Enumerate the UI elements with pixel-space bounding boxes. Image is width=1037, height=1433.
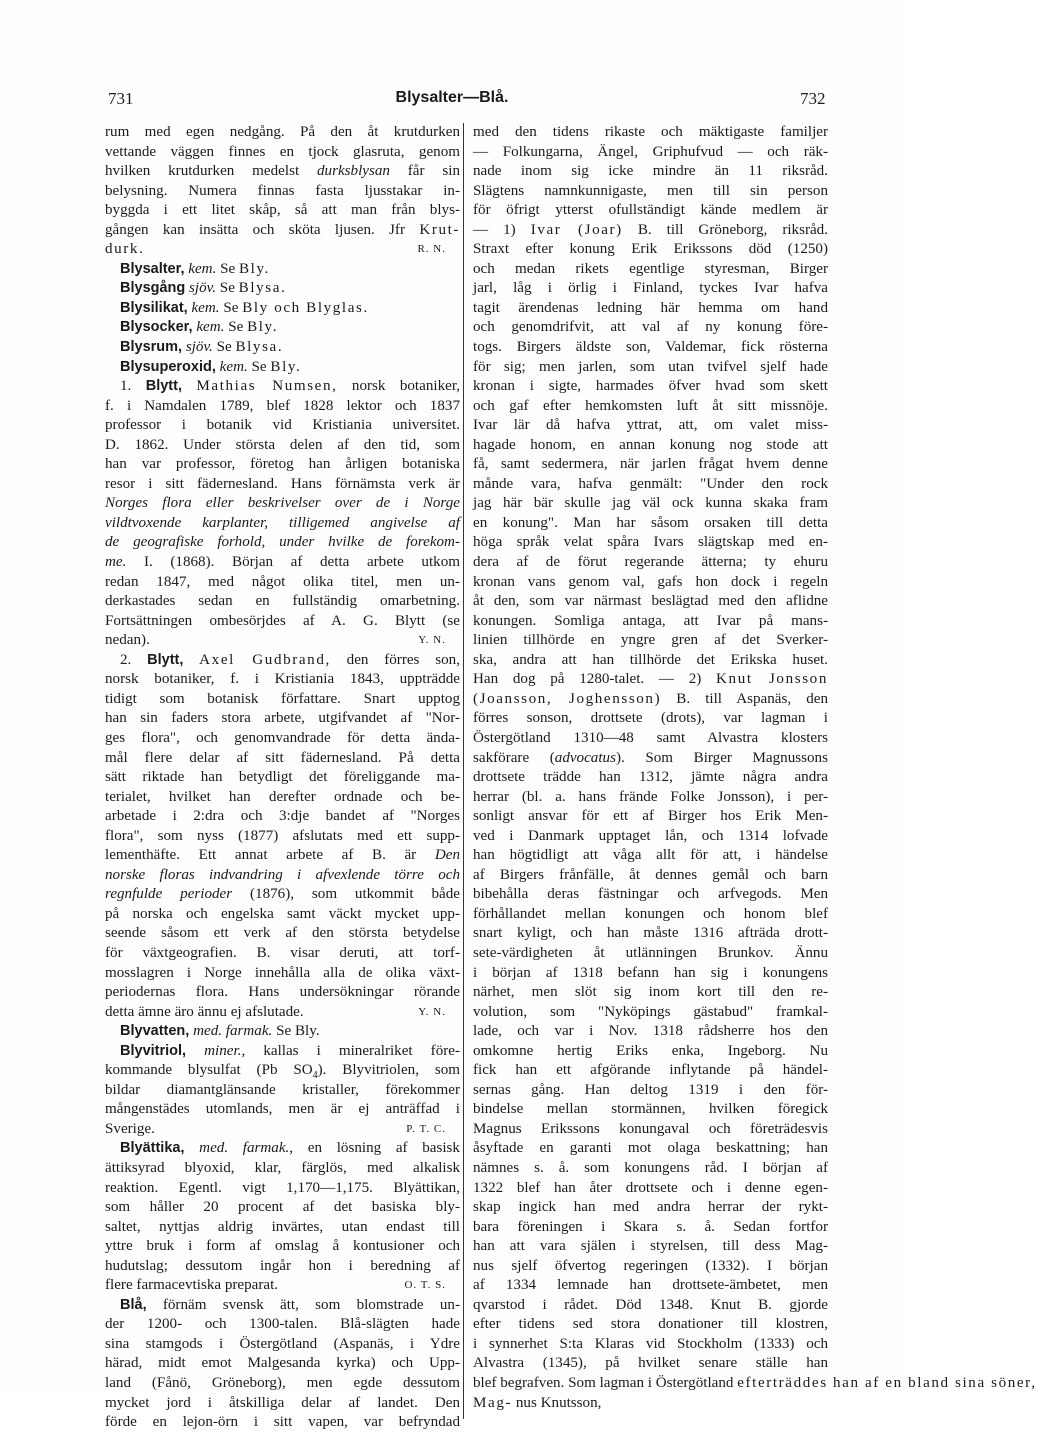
text-line: nus sjelf öfvertog regeringen (1332). I början: [473, 1257, 828, 1274]
entry-headword: Blysalter,: [120, 260, 185, 277]
text-line: sonligt ansvar för ett af Birger hos Erik Men-: [473, 808, 828, 825]
text-line: i början af 1318 befann han sig i konungens: [473, 964, 828, 981]
book-title-line: Norges flora eller beskrivelser over de i Norge: [105, 495, 460, 512]
text-line: flora", som nyss (1877) afslutats med ett supp-: [105, 827, 460, 844]
text-line: professor i botanik vid Kristiania universitet.: [105, 417, 460, 434]
text-line: bibehålla deras fästningar och arfvegods. Men: [473, 886, 828, 903]
text-line: Straxt efter konung Erik Erikssons död (1250): [473, 241, 828, 258]
xref-entry: Blysrum, sjöv. Se Blysa.: [120, 339, 284, 356]
text-line: drottsete trädde han 1312, jämte några andra: [473, 769, 828, 786]
text-line: Fortsättningen ombesörjdes af A. G. Blytt (se: [105, 612, 460, 629]
text-line: reaktion. Egentl. vigt 1,170—1,175. Blyättikan,: [105, 1179, 460, 1196]
text-line: och genomdrifvit, att val af ny konung före-: [473, 319, 828, 336]
text-line: ättiksyrad blyoxid, klar, färglös, med alkalisk: [105, 1159, 460, 1176]
cross-reference: Bly och Blyglas.: [242, 299, 369, 316]
italic-term: durksblysan: [316, 163, 390, 180]
entry-headword: Blytt,: [145, 378, 182, 395]
text-line: han högtidligt att våga allt för att, i händelse: [473, 847, 828, 864]
cross-reference: durk.: [105, 241, 145, 258]
text-line: der 1200- och 1300-talen. Blå-slägten hade: [105, 1316, 460, 1333]
text-line: mycket jord i åtskilliga delar af landet. Den: [105, 1394, 460, 1411]
text-line: Han dog på 1280-talet. — 2) Knut Jonsson: [473, 671, 828, 688]
text-line: få, samt sedermera, när jarlen frågat hvem denne: [473, 456, 828, 473]
text-line: periodernas flora. Hans undersökningar rörande: [105, 984, 460, 1001]
text-line: kommande blysulfat (Pb $SO_4$). Blyvitriolen, som: [105, 1062, 460, 1082]
text-line: tagit ärendenas ledning här hemma om hand: [473, 299, 828, 316]
text-line: seende såsom ett verk af den största betydelse: [105, 925, 460, 942]
text-line: blef begrafven. Som lagman i Östergötland efterträddes han af en bland sina söner,: [473, 1375, 1037, 1391]
text-line: — Folkungarna, Ängel, Griphufvud — och räk-: [473, 143, 828, 160]
text-line: (Joansson, Joghensson) B. till Aspanäs, den: [473, 690, 828, 707]
text-line: af 1334 lemnade han drottsete-ämbetet, men: [473, 1277, 828, 1294]
xref-entry: Blysilikat, kem. Se Bly och Blyglas.: [120, 299, 369, 316]
text-line: D. 1862. Under största delen af den tid, som: [105, 436, 460, 453]
text-line: konungen. Somliga antaga, att Ivar på mans-: [473, 612, 828, 629]
cross-reference: Bly.: [270, 358, 302, 375]
text-line: härad, midt emot Malgesanda kyrka) och Upp-: [105, 1355, 460, 1372]
text-line: efter tidens sed stora donationer till klostren,: [473, 1316, 828, 1333]
text-line: ska, andra att han tillhörde det Erikska huset.: [473, 651, 828, 668]
subject-label: kem.: [188, 260, 217, 277]
entry-bla: [105, 1296, 460, 1433]
author-signature: Y. N.: [418, 1005, 446, 1018]
text-line: Slägtens namnkunnigaste, men till sin person: [473, 182, 828, 199]
entry-headword: Blysgång: [120, 280, 186, 297]
text-line: Blyvitriol, miner., kallas i mineralriket före-: [120, 1042, 461, 1059]
text-line: förres sonson, drottsete (drots), var lagman i: [473, 710, 828, 727]
text-line: på norska och engelska samt väckt mycket upp-: [105, 905, 460, 922]
left-column: [105, 123, 460, 1433]
text-line: mosslagren i Norge innehålla alla de olika växt-: [105, 964, 460, 981]
cross-reference: Bly.: [239, 260, 271, 277]
text-line: Sverige. P. T. C.: [105, 1120, 460, 1140]
person-name: Axel Gudbrand,: [199, 651, 331, 668]
text-line: Blyättika, med. farmak., en lösning af basisk: [120, 1140, 460, 1157]
text-line: för sig; men jarlen, som utan tvifvel sjelf hade: [473, 358, 828, 375]
entry-headword: Blysuperoxid,: [120, 358, 216, 375]
text-line: förde en lejon-örn i sitt vapen, var befryndad: [105, 1414, 460, 1431]
entry-blytt-mathias: [105, 377, 460, 651]
text-line: — 1) Ivar (Joar) B. till Gröneborg, riksråd.: [473, 221, 829, 238]
person-name: Knut Jonsson: [716, 671, 828, 688]
text-line: linien tillhörde en yngre gren af det Sverker-: [473, 632, 828, 649]
book-title-line: norske floras indvandring i afvexlende törre och: [105, 866, 460, 883]
text-line: af Birgers frånfälle, åt dennes gemål och barn: [473, 866, 828, 883]
text-line: detta ämne äro ännu ej afslutade. Y. N.: [105, 1003, 460, 1023]
text-line: höga språk velat spåra Ivars slägtskap med en-: [473, 534, 828, 551]
text-line: omkomne hertig Eriks enka, Ingeborg. Nu: [473, 1042, 828, 1059]
text-line: kronan i sigte, harmades öfver hvad som skett: [473, 378, 828, 395]
italic-term: advocatus: [554, 749, 616, 766]
text-line: månde vara, hafva genmält: "Under den rock: [473, 475, 828, 492]
xref-entry: Blysocker, kem. Se Bly.: [120, 319, 279, 336]
right-column: [473, 123, 1037, 1413]
text-line: arbetade i 2:dra och 3:dje bandet af "Norges: [105, 808, 460, 825]
author-signature: R. N.: [417, 243, 446, 256]
running-head: Blysalter—Blå.: [395, 89, 509, 106]
text-line: byggda i ett litet skåp, så att man från blys-: [105, 202, 460, 219]
text-line: som håller 20 procent af det basiska bly-: [105, 1199, 460, 1216]
text-line: qvarstod i rådet. Död 1348. Knut B. gjorde: [473, 1296, 828, 1313]
entry-headword: Blysilikat,: [120, 299, 188, 316]
text-line: för öfrigt ytterst ofullständigt kände medlem är: [473, 202, 828, 219]
page-number-right: 732: [800, 89, 826, 108]
text-line: 1322 blef han åter drottsete och i denne egen-: [473, 1179, 828, 1196]
text-line: skap ingick han med andra herrar der rykt-: [473, 1199, 828, 1216]
person-name: Mag-: [473, 1394, 513, 1411]
entry-headword: Blyvatten,: [120, 1023, 190, 1040]
text-line: i synnerhet S:ta Klaras vid Stockholm (1333) och: [473, 1335, 828, 1352]
text-line: kronan vans genom val, gafs hon dock i regeln: [473, 573, 828, 590]
text-line: hudutslag; dessutom ingår hon i beredning af: [105, 1257, 460, 1274]
text-line: han var professor, företog han årligen botaniska: [105, 456, 460, 473]
book-title: regnfulde perioder: [105, 886, 233, 903]
xref-entry: Blysalter, kem. Se Bly.: [120, 260, 271, 277]
text-line: lade, och var i Nov. 1318 rådsherre hos den: [473, 1023, 828, 1040]
text-line: regnfulde perioder (1876), som utkommit både: [105, 886, 460, 903]
text-line: han att vara själen i styrelsen, till dess Mag-: [473, 1238, 828, 1255]
text-line: sakförare (advocatus). Som Birger Magnussons: [473, 749, 828, 766]
subject-label: miner.,: [204, 1042, 246, 1059]
text-line: terialet, hvilket han derefter ordnade och be-: [105, 788, 460, 805]
cross-reference: Bly.: [247, 319, 279, 336]
text-line: herrar (bl. a. hans frände Folke Jonsson), i per-: [473, 788, 828, 805]
text-line: Ivar lär då hafva yttrat, att, om valet miss-: [473, 417, 828, 434]
subject-label: kem.: [191, 299, 220, 316]
subject-label: med. farmak.,: [199, 1140, 294, 1157]
text-line: hvilken krutdurken medelst durksblysan får sin: [105, 163, 460, 180]
text-line: volution, som "Nyköpings gästabud" framkal-: [473, 1003, 828, 1020]
text-line: sernas gång. Han deltog 1319 i den för-: [473, 1081, 828, 1098]
text-line: me. I. (1868). Början af detta arbete utkom: [105, 554, 460, 571]
text-line: åt den, som var närmast beslägtad med den aflidne: [473, 593, 828, 610]
entry-headword: Blysrum,: [120, 339, 183, 356]
text-line: 1. Blytt, Mathias Numsen, norsk botaniker,: [120, 378, 461, 395]
subject-label: sjöv.: [189, 280, 217, 297]
text-line: och gaf efter hemkomsten luft åt sitt missnöje.: [473, 397, 828, 414]
text-line: sina stamgods i Östergötland (Aspanäs, i Ydre: [105, 1335, 460, 1352]
text-line: hagade honom, en annan konung nog stode att: [473, 436, 828, 453]
text-line: mål flere delar af sitt fädernesland. På detta: [105, 749, 460, 766]
entry-blytt-axel: [105, 651, 460, 1022]
text-line: togs. Birgers äldste son, Valdemar, fick rösterna: [473, 339, 828, 356]
person-name: Ivar (Joar): [530, 221, 623, 238]
text-line: bindelse mellan stormännen, hvilken föregick: [473, 1101, 828, 1118]
text-line: gången kan insätta och sköta ljusen. Jfr Krut-: [105, 221, 461, 238]
text-line: 2. Blytt, Axel Gudbrand, den förres son,: [120, 651, 460, 668]
text-line: tidigt som botanisk författare. Snart upptog: [105, 690, 460, 707]
text-line: Östergötland 1310—48 samt Alvastra klosters: [473, 729, 828, 746]
entry-blyvitriol: [105, 1042, 460, 1140]
text-line: dera af de förut regerande ätterna; ty ehuru: [473, 554, 828, 571]
xref-entry: Blysuperoxid, kem. Se Bly.: [120, 358, 302, 375]
text-line: flere farmacevtiska preparat. O. T. S.: [105, 1276, 460, 1296]
text-line: rum med egen nedgång. På den åt krutdurken: [105, 124, 460, 140]
text-line: redan 1847, med något olika titel, men un-: [105, 573, 460, 590]
text-line: en konung". Man har såsom orsaken till detta: [473, 514, 828, 531]
book-title: Den: [434, 847, 460, 864]
entry-headword: Blå,: [120, 1296, 147, 1313]
text-line: med den tidens rikaste och mäktigaste familjer: [473, 124, 828, 140]
page-number-left: 731: [108, 89, 134, 108]
entry-headword: Blyvitriol,: [120, 1042, 187, 1059]
text-line: han sin faders stora arbete, utgifvandet af "Nor-: [105, 710, 460, 727]
text-line: belysning. Numera finnas fasta ljusstakar in-: [105, 182, 460, 199]
text-line: norsk botaniker, f. i Kristiania 1843, uppträdde: [105, 671, 460, 688]
text-line: derkastades sedan en fullständig omarbetning.: [105, 593, 460, 610]
text-line: nade inom sig icke mindre än 11 riksråd.: [473, 163, 828, 180]
xref-entry: Blyvatten, med. farmak. Se Bly.: [120, 1023, 320, 1040]
text-line: resor i sitt fädernesland. Hans förnämsta verk är: [105, 475, 460, 492]
person-name: (Joansson, Joghensson): [473, 690, 662, 707]
text-line: saltet, nyttjas aldrig invärtes, utan endast till: [105, 1218, 460, 1235]
author-signature: P. T. C.: [406, 1122, 446, 1135]
text-line: yttre bruk i form af omslag å kontusioner och: [105, 1238, 460, 1255]
text-line: bildar diamantglänsande kristaller, förekommer: [105, 1081, 460, 1098]
column-divider: [463, 123, 464, 1419]
text-line: Blå, förnäm svensk ätt, som blomstrade un-: [120, 1296, 461, 1313]
person-name: Mathias Numsen,: [196, 378, 338, 395]
subject-label: med. farmak.: [193, 1023, 273, 1040]
text-line: Magnus Erikssons konungaval och företrädesvis: [473, 1120, 828, 1137]
cross-reference: Blysa.: [238, 280, 287, 297]
xref-entry: Blysgång sjöv. Se Blysa.: [120, 280, 287, 297]
text-line: fick han ett afgörande inflytande på händel-: [473, 1062, 828, 1079]
author-signature: O. T. S.: [404, 1279, 446, 1292]
subject-label: kem.: [219, 358, 248, 375]
text-line: närhet, men slöt sig inom kort till den re-: [473, 984, 828, 1001]
book-title-line: vildtvoxende karplanter, tilligemed angivelse af: [105, 514, 460, 531]
person-name: efterträddes han af en bland sina söner,: [737, 1375, 1037, 1391]
book-title-line: de geografiske forhold, under hvilke de forekom-: [105, 534, 460, 551]
text-line: jag här bär skulle jag väl ock kunna skaka fram: [473, 495, 828, 512]
entry-blyattika: [105, 1139, 460, 1295]
entry-headword: Blytt,: [147, 651, 184, 668]
entry-blysa-continued: [105, 123, 460, 260]
text-line: vettande väggen finnes en tjock glasruta, genom: [105, 143, 460, 160]
text-line: ges flora", och genomvandrade för detta ända-: [105, 729, 460, 746]
entry-headword: Blysocker,: [120, 319, 193, 336]
text-line: och medan rikets egentlige styresman, Birger: [473, 260, 828, 277]
text-line: jarl, låg i örlig i Finland, tyckes Ivar hafva: [473, 280, 828, 297]
text-line: sete-värdigheten åt utlänningen Brunkov. Ännu: [473, 944, 828, 961]
subject-label: kem.: [196, 319, 225, 336]
text-line: ved i Danmark upptaget lån, och 1314 lofvade: [473, 827, 828, 844]
text-line: Mag- nus Knutsson,: [473, 1394, 602, 1411]
text-line: [105, 240, 460, 260]
text-line: mångenstädes utomlands, men är ej anträffad i: [105, 1101, 460, 1118]
text-line: bara föreningen i Skara s. å. Sedan fortfor: [473, 1218, 828, 1235]
cross-reference: Blysa.: [235, 339, 284, 356]
text-line: land (Fånö, Gröneborg), men egde dessutom: [105, 1375, 460, 1391]
text-line: snart kyligt, och han måste 1316 afträda drott-: [473, 925, 828, 942]
subject-label: sjöv.: [185, 339, 213, 356]
text-line: sätt riktade han betydligt det föreliggande ma-: [105, 769, 460, 786]
text-line: åsyftade en garanti mot olaga beskattning; han: [473, 1140, 828, 1157]
text-line: Alvastra (1345), på hvilket senare ställe han: [473, 1355, 828, 1372]
text-line: lementhäfte. Ett annat arbete af B. är Den: [105, 847, 460, 864]
subscript: 4: [312, 1070, 318, 1082]
text-line: för växtgeografien. B. visar deruti, att torf-: [105, 944, 460, 961]
cross-reference: Krut-: [419, 221, 461, 238]
text-line: nedan). Y. N.: [105, 631, 460, 651]
text-line: f. i Namdalen 1789, blef 1828 lektor och 1837: [105, 397, 460, 414]
entry-headword: Blyättika,: [120, 1140, 185, 1157]
text-line: förhållandet mellan konungen och honom blef: [473, 905, 828, 922]
text-line: nämnes s. å. som konungens råd. I början af: [473, 1159, 828, 1176]
author-signature: Y. N.: [418, 634, 446, 647]
